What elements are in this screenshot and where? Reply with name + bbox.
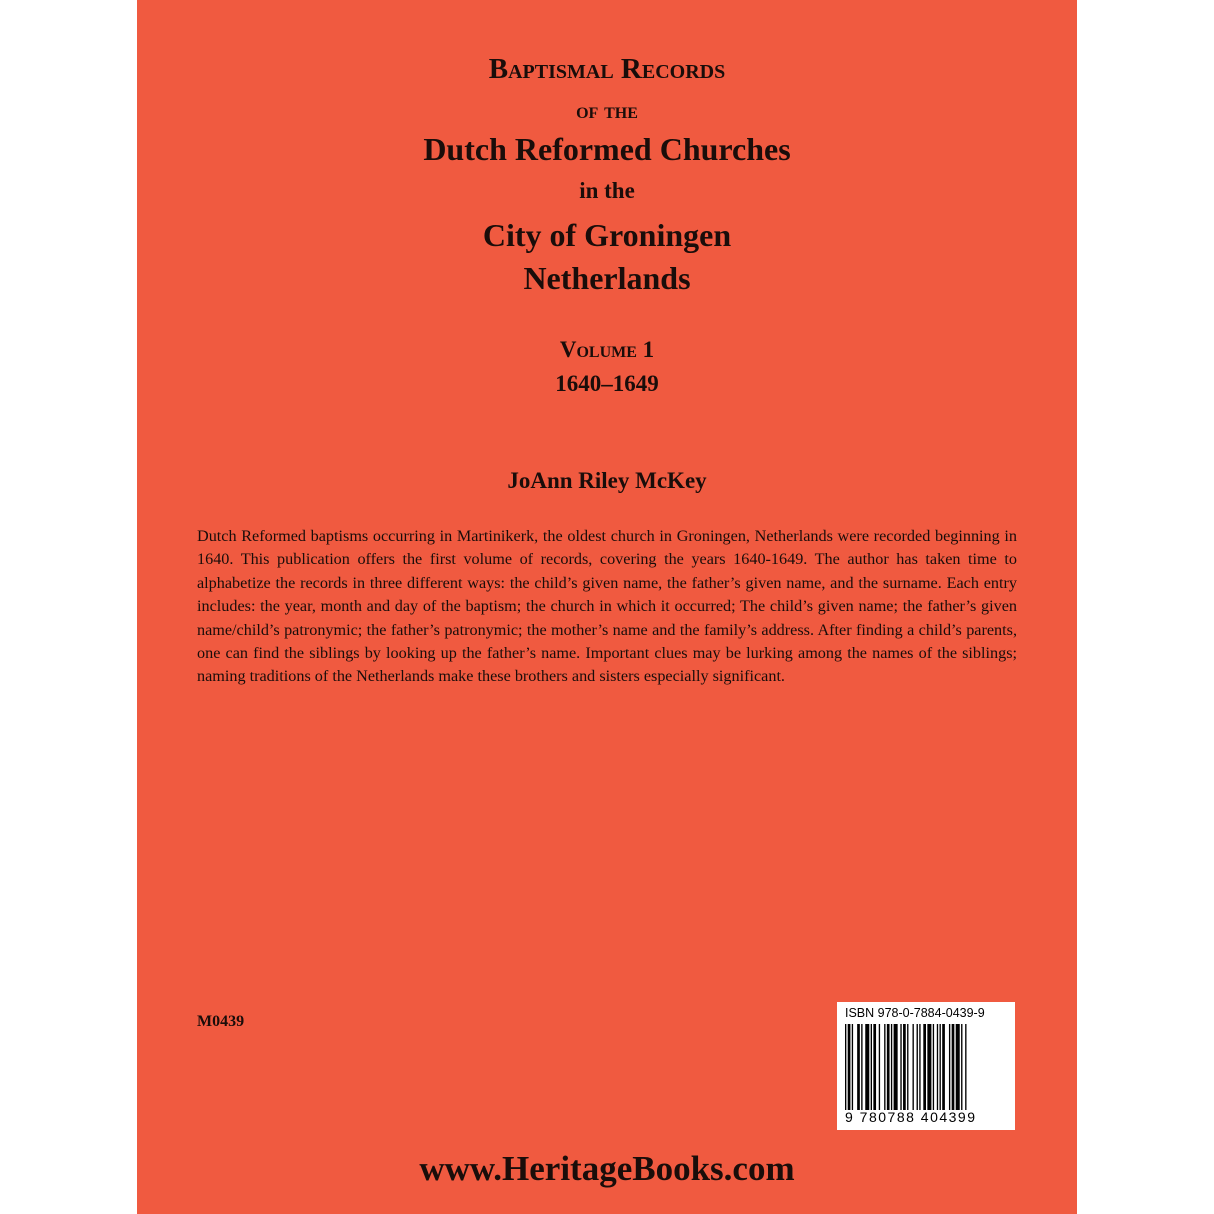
isbn-label: ISBN 978-0-7884-0439-9 <box>845 1006 985 1020</box>
barcode-bar <box>852 1024 853 1110</box>
barcode-bar <box>887 1024 890 1110</box>
barcode-bar <box>900 1024 901 1110</box>
barcode-bar <box>919 1024 920 1110</box>
title-line-in-the: in the <box>579 178 635 203</box>
barcode-bar <box>913 1024 914 1110</box>
book-description: Dutch Reformed baptisms occurring in Martinikerk, the oldest church in Groningen, Netherlands were recorded beginning in 1640. This publication offers the first volume of records, covering the years 1640-1649. The author has taken time to alphabetize the records in three different ways: the child’s given name, the father’s given name, and the surname. Each entry includes: the year, month and day of the baptism; the church in which it occurred; The child’s given name; the father’s given name/child’s patronymic; the father’s patronymic; the mother’s name and the family’s address. After finding a child’s parents, one can find the siblings by looking up the father’s name. Important clues may be lurking among the names of the siblings; naming traditions of the Netherlands make these brothers and sisters especially significant. <box>197 527 1017 686</box>
title-line-netherlands: Netherlands <box>523 260 691 296</box>
barcode-bar <box>952 1024 955 1110</box>
isbn-barcode <box>837 1002 1015 1130</box>
publisher-website[interactable]: www.HeritageBooks.com <box>419 1149 795 1188</box>
barcode-bar <box>845 1024 846 1110</box>
barcode-bar <box>879 1024 880 1110</box>
title-line-dutch-reformed-churches: Dutch Reformed Churches <box>423 131 791 167</box>
author-name: JoAnn Riley McKey <box>507 468 707 493</box>
barcode-bar <box>961 1024 962 1110</box>
barcode-bar <box>949 1024 950 1110</box>
barcode-bar <box>865 1024 869 1110</box>
title-line-of-the: of the <box>576 98 638 123</box>
barcode-bar <box>903 1024 906 1110</box>
title-block <box>137 52 1077 398</box>
catalog-number: M0439 <box>197 1013 245 1030</box>
barcode-bar <box>940 1024 941 1110</box>
barcode-bar <box>857 1024 860 1110</box>
barcode-bar <box>861 1024 862 1110</box>
barcode-bar <box>923 1024 926 1110</box>
barcode-bar <box>965 1024 966 1110</box>
title-line-city-of-groningen: City of Groningen <box>482 217 732 253</box>
barcode-bar <box>907 1024 908 1110</box>
barcode-digits: 9 780788 404399 <box>845 1109 977 1125</box>
barcode-bar <box>884 1024 885 1110</box>
barcode-bar <box>933 1024 934 1110</box>
barcode-bar <box>873 1024 876 1110</box>
barcode-bar <box>937 1024 938 1110</box>
year-range: 1640–1649 <box>555 371 659 396</box>
barcode-bar <box>956 1024 960 1110</box>
barcode-bar <box>871 1024 872 1110</box>
barcode-bar <box>942 1024 945 1110</box>
barcode-bar <box>917 1024 918 1110</box>
barcode-bar <box>848 1024 851 1110</box>
barcode-bar <box>894 1024 898 1110</box>
back-cover <box>137 0 1077 1214</box>
title-line-baptismal-records: Baptismal Records <box>488 53 726 85</box>
barcode-bars <box>845 1024 1007 1110</box>
barcode-bar <box>927 1024 931 1110</box>
barcode-bar <box>891 1024 892 1110</box>
volume-label: Volume 1 <box>559 337 655 362</box>
